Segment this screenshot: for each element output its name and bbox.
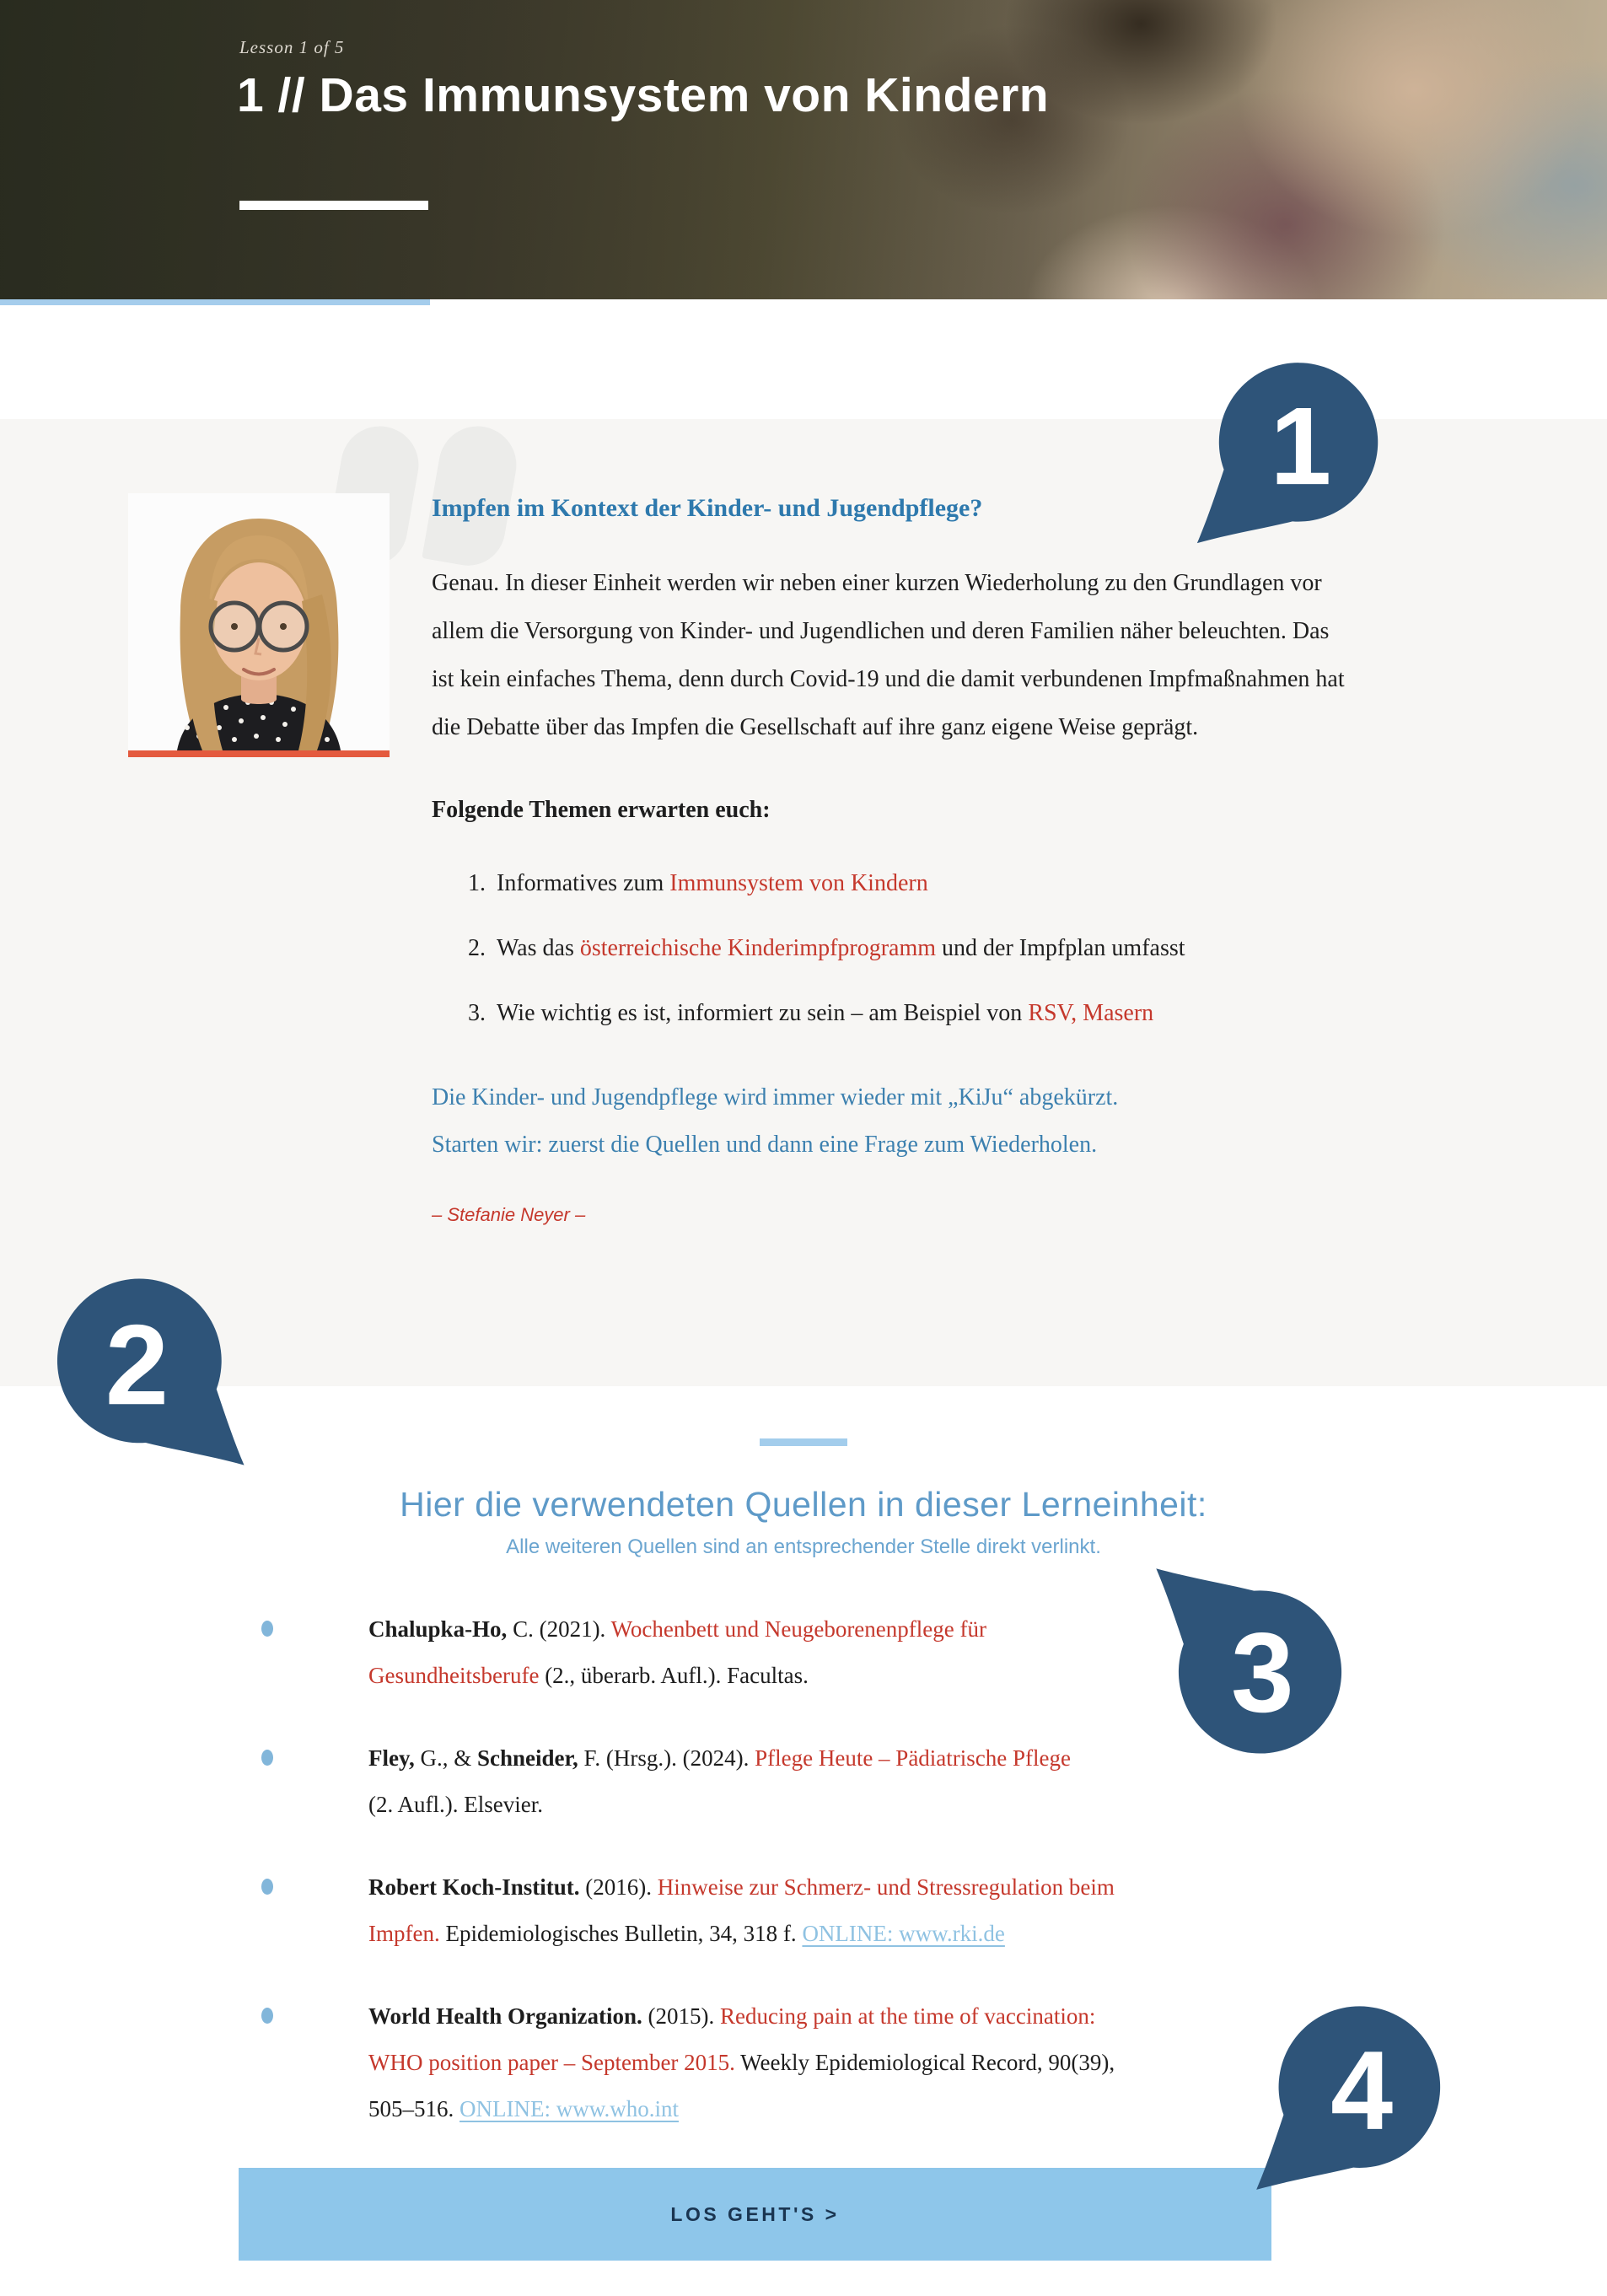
continue-button-label: LOS GEHT'S > <box>670 2202 840 2225</box>
topics-list <box>432 866 1346 1030</box>
text-segment: G., & <box>414 1745 477 1771</box>
text-segment: und der Impfplan umfasst <box>936 935 1185 961</box>
text-segment: Wie wichtig es ist, informiert zu sein – am Beispiel von <box>497 1000 1029 1026</box>
text-segment: Epidemiologisches Bulletin, 34, 318 f. <box>439 1921 803 1946</box>
sources-subheading: Alle weiteren Quellen sind an entsprechender Stelle direkt verlinkt. <box>506 1535 1101 1558</box>
title-underline <box>239 201 428 210</box>
text-segment: Chalupka-Ho, <box>368 1616 508 1642</box>
text-segment: C. (2021). <box>507 1616 611 1642</box>
reference-item <box>261 1993 1273 2132</box>
svg-text:1: 1 <box>1270 384 1332 508</box>
text-segment: F. (Hrsg.). (2024). <box>578 1745 755 1771</box>
topic-text <box>497 931 1185 965</box>
text-segment: World Health Organization. <box>368 2003 642 2029</box>
text-segment: Hinweise zur Schmerz- und Stressregulation beim <box>657 1874 1115 1900</box>
reference-item <box>261 1606 1273 1699</box>
step-badge-1 <box>1182 354 1383 555</box>
text-segment: Pflege Heute – Pädiatrische Pflege <box>755 1745 1071 1771</box>
section-divider <box>760 1438 847 1446</box>
quote-heading: Impfen im Kontext der Kinder- und Jugendpflege? <box>432 494 983 522</box>
bullet-icon <box>261 2008 273 2024</box>
reference-item <box>261 1864 1273 1957</box>
topic-text <box>497 866 928 901</box>
reference-text <box>368 1993 1115 2132</box>
topic-item <box>457 931 1346 965</box>
bullet-icon <box>261 1879 273 1895</box>
text-segment: (2. Aufl.). Elsevier. <box>368 1792 543 1817</box>
reference-text <box>368 1864 1115 1957</box>
topic-number: 2. <box>468 935 486 961</box>
continue-button[interactable] <box>239 2168 1271 2261</box>
reference-link[interactable]: ONLINE: www.rki.de <box>802 1921 1005 1946</box>
step-badge-3 <box>1138 1557 1349 1762</box>
svg-text:4: 4 <box>1330 2028 1394 2154</box>
references-list <box>261 1606 1273 2132</box>
svg-text:3: 3 <box>1231 1610 1294 1736</box>
hero-accent-line <box>0 299 430 305</box>
text-segment: österreichische Kinderimpfprogramm <box>579 935 937 961</box>
text-segment: Was das <box>497 935 580 961</box>
topic-text <box>497 996 1153 1030</box>
step-badge-4 <box>1241 1997 1445 2202</box>
intro-quote-section <box>0 419 1607 1386</box>
sources-heading: Hier die verwendeten Quellen in dieser Lerneinheit: <box>400 1485 1207 1524</box>
text-segment: Wochenbett und Neugeborenenpflege für <box>610 1616 986 1642</box>
reference-text <box>368 1606 986 1699</box>
lesson-progress-label: Lesson 1 of 5 <box>239 37 345 57</box>
topics-lead: Folgende Themen erwarten euch: <box>432 797 771 823</box>
topic-number: 3. <box>468 1000 486 1026</box>
text-segment: WHO position paper – September 2015. <box>368 2050 735 2075</box>
avatar-underline <box>128 750 390 757</box>
text-segment: Impfen. <box>368 1921 440 1946</box>
page-title: 1 // Das Immunsystem von Kindern <box>237 68 1050 122</box>
reference-link[interactable]: ONLINE: www.who.int <box>460 2096 679 2121</box>
text-segment: RSV, Masern <box>1028 1000 1154 1026</box>
bullet-icon <box>261 1621 273 1637</box>
avatar-illustration <box>128 493 390 750</box>
text-segment: Informatives zum <box>497 870 670 896</box>
quote-body <box>432 492 1346 1226</box>
text-segment: Fley, <box>368 1745 415 1771</box>
quote-paragraph: Genau. In dieser Einheit werden wir neben einer kurzen Wiederholung zu den Grundlagen vor allem die Versorgung von Kinder- und Jugendlichen und deren Familien näher beleuchten. Das ist kein einfaches Thema, denn durch Covid-19 und die damit verbundenen Impfmaßnahmen hat die Debatte über das Impfen die Gesellschaft auf ihre ganz eigene Weise geprägt. <box>432 570 1345 740</box>
quote-closing: Die Kinder- und Jugendpflege wird immer wieder mit „KiJu“ abgekürzt. Starten wir: zuerst die Quellen und dann eine Frage zum Wiederholen. <box>432 1084 1119 1158</box>
text-segment: (2015). <box>642 2003 720 2029</box>
text-segment: Weekly Epidemiological Record, 90(39), <box>734 2050 1115 2075</box>
topic-number: 1. <box>468 870 486 896</box>
reference-item <box>261 1735 1273 1828</box>
text-segment: Gesundheitsberufe <box>368 1663 540 1688</box>
bullet-icon <box>261 1750 273 1766</box>
topic-item <box>457 866 1346 901</box>
text-segment: (2016). <box>579 1874 658 1900</box>
step-badge-2 <box>52 1270 260 1477</box>
text-segment: Robert Koch-Institut. <box>368 1874 580 1900</box>
topic-item <box>457 996 1346 1030</box>
reference-text <box>368 1735 1071 1828</box>
text-segment: Schneider, <box>477 1745 578 1771</box>
svg-text:2: 2 <box>105 1301 169 1429</box>
hero-banner <box>0 0 1607 299</box>
text-segment: Reducing pain at the time of vaccination: <box>720 2003 1096 2029</box>
avatar <box>128 493 390 757</box>
text-segment: Immunsystem von Kindern <box>669 870 928 896</box>
quote-attribution: – Stefanie Neyer – <box>432 1204 586 1225</box>
text-segment: (2., überarb. Aufl.). Facultas. <box>539 1663 809 1688</box>
text-segment: 505–516. <box>368 2096 460 2121</box>
